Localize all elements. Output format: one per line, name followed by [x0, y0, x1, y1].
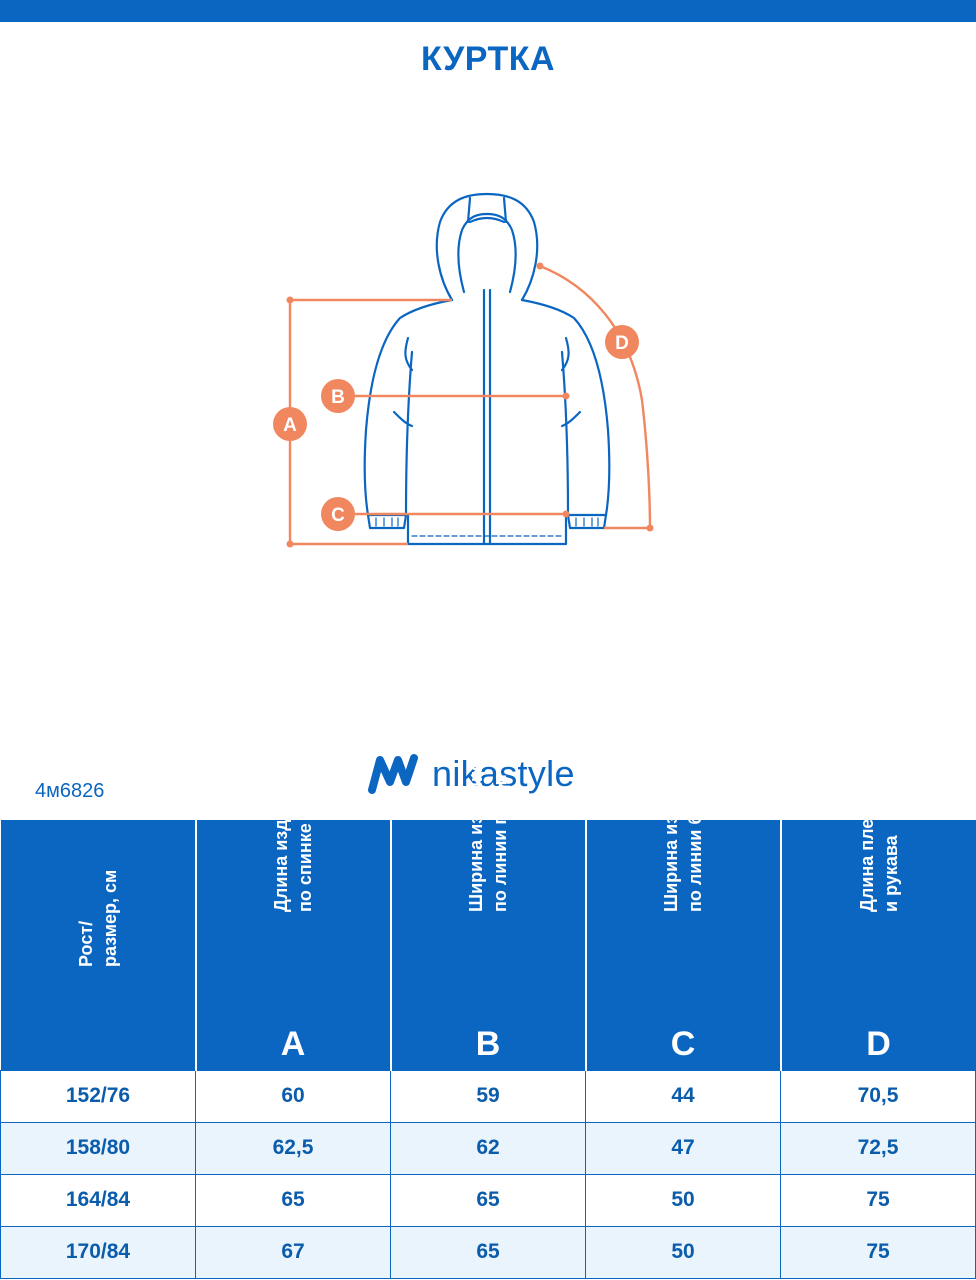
cell-b: 65 — [391, 1226, 586, 1278]
cell-size: 170/84 — [1, 1226, 196, 1278]
cell-d: 75 — [781, 1226, 976, 1278]
table-row — [1, 1070, 976, 1122]
top-bar — [0, 0, 976, 22]
cell-b: 59 — [391, 1070, 586, 1122]
cell-size: 158/80 — [1, 1122, 196, 1174]
cell-c: 47 — [586, 1122, 781, 1174]
header-line2: размер, см — [99, 869, 120, 967]
article-number: 4м6826 — [35, 780, 105, 802]
cell-b: 62 — [391, 1122, 586, 1174]
svg-text:C: C — [331, 505, 345, 526]
header-line2: по линии бёдер — [685, 770, 705, 912]
cell-b: 65 — [391, 1174, 586, 1226]
page-title: КУРТКА — [420, 40, 556, 78]
header-letter: B — [475, 1024, 501, 1063]
jacket-outline — [365, 194, 610, 544]
cell-size: 152/76 — [1, 1070, 196, 1122]
header-sleeve-length — [781, 798, 976, 1070]
cell-a: 62,5 — [196, 1122, 391, 1174]
header-height-size — [1, 820, 196, 1070]
header-line2: и рукава — [880, 834, 901, 912]
table-row — [1, 1226, 976, 1278]
marker-c — [321, 497, 355, 531]
header-line2: по спинке — [295, 822, 315, 912]
header-length-back — [196, 775, 391, 1070]
marker-a — [273, 407, 307, 441]
svg-text:D: D — [615, 333, 629, 354]
table-row — [1, 1174, 976, 1226]
cell-d: 72,5 — [781, 1122, 976, 1174]
cell-d: 75 — [781, 1174, 976, 1226]
header-letter: D — [866, 1024, 891, 1063]
header-letter: A — [280, 1024, 306, 1063]
table-row — [1, 1122, 976, 1174]
cell-c: 50 — [586, 1174, 781, 1226]
cell-c: 44 — [586, 1070, 781, 1122]
cell-a: 67 — [196, 1226, 391, 1278]
header-line1: Ширина изделия — [661, 759, 681, 912]
header-hip-width — [586, 759, 781, 1070]
table-header-row — [1, 820, 976, 1070]
brand-name: nikastyle — [432, 753, 575, 794]
marker-b — [321, 379, 355, 413]
marker-d — [605, 325, 639, 359]
header-letter: C — [670, 1024, 696, 1063]
svg-text:B: B — [331, 387, 345, 408]
cell-a: 60 — [196, 1070, 391, 1122]
header-line1: Ширина изделия — [466, 759, 486, 912]
nikastyle-wave-icon — [368, 752, 418, 796]
header-line1: Рост/ — [75, 920, 96, 967]
svg-text:A: A — [283, 415, 297, 436]
header-line2: по линии груди — [490, 773, 510, 912]
jacket-diagram — [0, 180, 976, 570]
cell-c: 50 — [586, 1226, 781, 1278]
header-line1: Длина плеча — [856, 798, 877, 912]
cell-size: 164/84 — [1, 1174, 196, 1226]
cell-d: 70,5 — [781, 1070, 976, 1122]
cell-a: 65 — [196, 1174, 391, 1226]
header-line1: Длина изделия — [271, 775, 291, 912]
